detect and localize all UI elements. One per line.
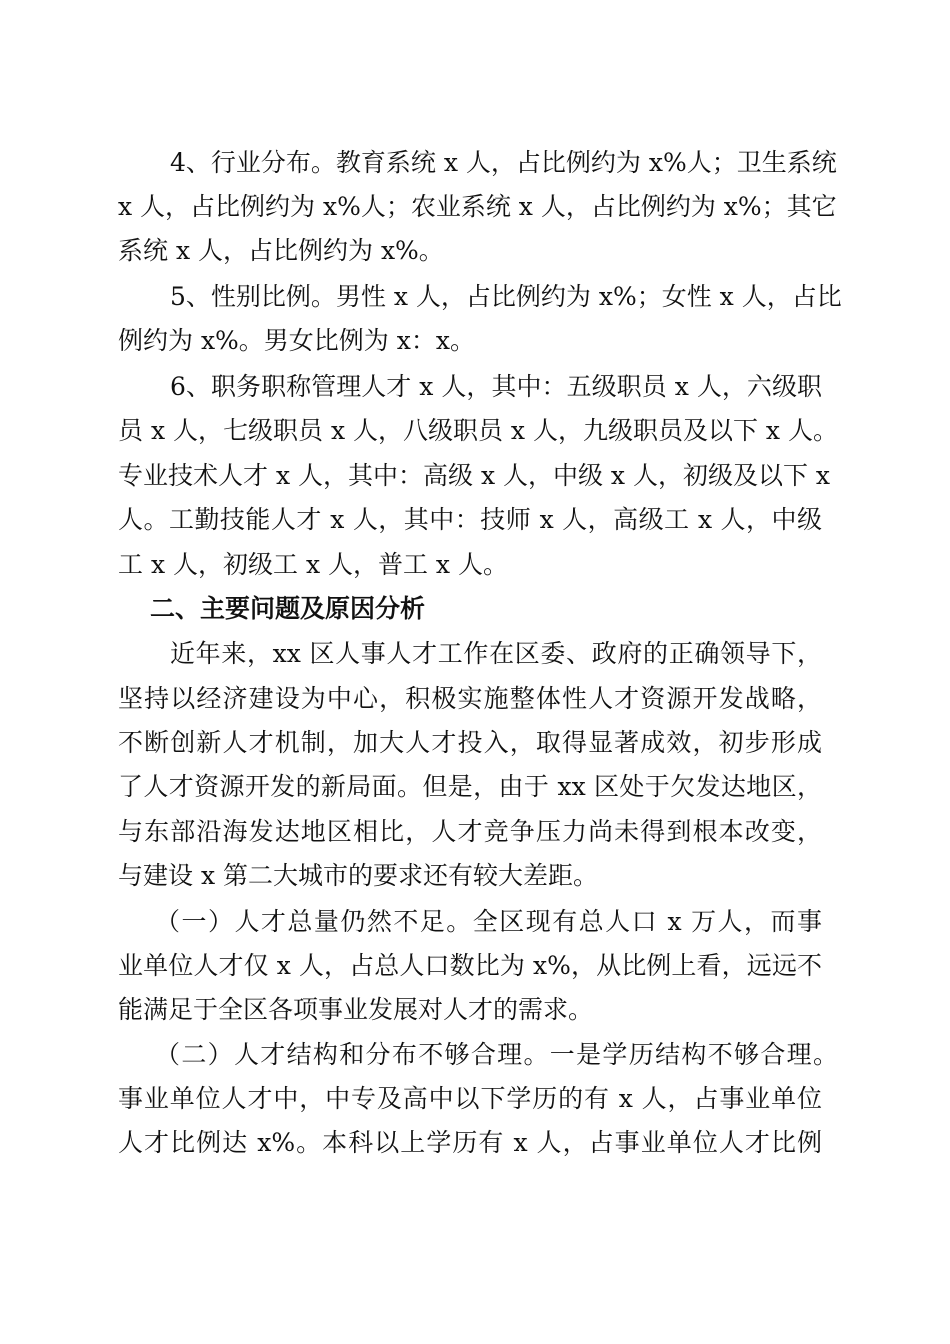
text-line: 与建设 x 第二大城市的要求还有较大差距。	[118, 861, 598, 890]
text-line: 4、行业分布。教育系统 x 人，占比例约为 x%人；卫生系统	[170, 148, 837, 177]
text-line: （一）人才总量仍然不足。全区现有总人口 x 万人，而事	[155, 907, 822, 936]
text-line: 专业技术人才 x 人，其中：高级 x 人，中级 x 人，初级及以下 x	[118, 461, 831, 490]
text-line: （二）人才结构和分布不够合理。一是学历结构不够合理。	[155, 1040, 838, 1069]
text-line: 事业单位人才中，中专及高中以下学历的有 x 人，占事业单位	[118, 1084, 822, 1113]
text-line: 工 x 人，初级工 x 人，普工 x 人。	[118, 550, 508, 579]
text-line: 不断创新人才机制，加大人才投入，取得显著成效，初步形成	[118, 728, 822, 757]
text-line: 坚持以经济建设为中心，积极实施整体性人才资源开发战略，	[118, 684, 822, 713]
section-heading: 二、主要问题及原因分析	[150, 594, 426, 623]
text-line: 了人才资源开发的新局面。但是，由于 xx 区处于欠发达地区，	[118, 772, 822, 801]
text-line: 能满足于全区各项事业发展对人才的需求。	[118, 995, 594, 1024]
text-line: 系统 x 人，占比例约为 x%。	[118, 236, 444, 265]
text-line: 人。工勤技能人才 x 人，其中：技师 x 人，高级工 x 人，中级	[118, 505, 822, 534]
text-line: 业单位人才仅 x 人，占总人口数比为 x%，从比例上看，远远不	[118, 951, 822, 980]
text-line: 例约为 x%。男女比例为 x：x。	[118, 326, 475, 355]
text-line: 员 x 人，七级职员 x 人，八级职员 x 人，九级职员及以下 x 人。	[118, 416, 838, 445]
text-line: 近年来，xx 区人事人才工作在区委、政府的正确领导下，	[170, 639, 822, 668]
text-line: x 人，占比例约为 x%人；农业系统 x 人，占比例约为 x%；其它	[118, 192, 837, 221]
text-line: 人才比例达 x%。本科以上学历有 x 人，占事业单位人才比例	[118, 1128, 822, 1157]
text-line: 5、性别比例。男性 x 人，占比例约为 x%；女性 x 人，占比	[170, 282, 842, 311]
text-line: 6、职务职称管理人才 x 人，其中：五级职员 x 人，六级职	[170, 372, 822, 401]
text-line: 与东部沿海发达地区相比，人才竞争压力尚未得到根本改变，	[118, 817, 822, 846]
